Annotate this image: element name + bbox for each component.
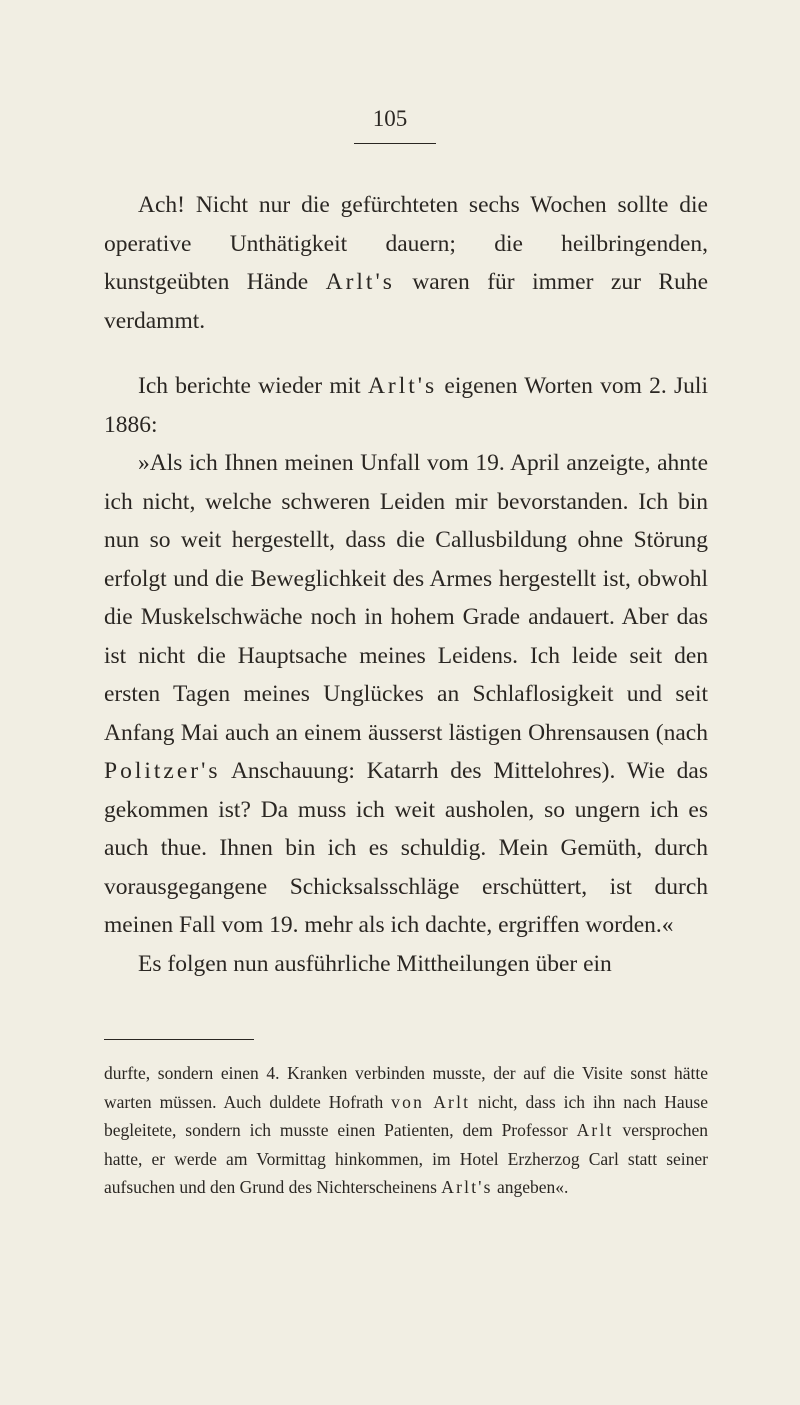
footnote: durfte, sondern einen 4. Kranken verbinden musste, der auf die Visite sonst hätte warten müssen. Auch duldete Hofrath von Arlt nicht, dass ich ihn nach Hause begleitete, sondern ich musste einen Patienten, dem Professor Arlt versprochen hatte, er werde am Vormittag hinkommen, im Hotel Erzherzog Carl statt seiner aufsuchen und den Grund des Nichterscheinens Arlt's angeben«. — [104, 1063, 709, 1197]
footnote-rule — [104, 1039, 254, 1040]
paragraph-4: Es folgen nun ausführliche Mittheilungen über ein — [138, 950, 612, 977]
spaced-name-von-arlt: von Arlt — [391, 1091, 471, 1112]
spaced-name-politzer: Politzer's — [104, 758, 221, 784]
paragraph-1: Ach! Nicht nur die gefürchteten sechs Wochen sollte die operative Unthätigkeit dauern; die heilbringenden, kunstgeübten Hände Arlt's waren für immer zur Ruhe verdammt. — [104, 192, 708, 334]
spaced-name-arlts: Arlt's — [441, 1177, 493, 1197]
page-number: 105 — [372, 106, 408, 131]
page-header — [340, 104, 440, 134]
spaced-name-arlt: Arlt's — [325, 269, 395, 295]
spaced-name-arlt: Arlt's — [367, 373, 438, 399]
spaced-name-arlt: Arlt — [576, 1120, 614, 1140]
paragraph-2: Ich berichte wieder mit Arlt's eigenen Worten vom 2. Juli 1886: — [104, 373, 708, 438]
quote-paragraph: »Als ich Ihnen meinen Unfall vom 19. April anzeigte, ahnte ich nicht, welche schweren Leiden mir bevorstanden. Ich bin nun so weit hergestellt, dass die Callusbildung ohne Störung erfolgt und die Beweglichkeit des Armes hergestellt ist, obwohl die Muskelschwäche noch in hohem Grade andauert. Aber das ist nicht die Hauptsache meines Leidens. Ich leide seit den ersten Tagen meines Unglückes an Schlaflosigkeit und seit Anfang Mai auch an einem äusserst lästigen Ohrensausen (nach Politzer's Anschauung: Katarrh des Mittelohres). Wie das gekommen ist? Da muss ich weit ausholen, so ungern ich es auch thue. Ihnen bin ich es schuldig. Mein Gemüth, durch vorausgegangene Schicksalsschläge erschüttert, ist durch meinen Fall vom 19. mehr als ich dachte, ergriffen worden.« — [104, 450, 708, 938]
header-rule — [354, 143, 436, 144]
main-text — [104, 186, 708, 983]
